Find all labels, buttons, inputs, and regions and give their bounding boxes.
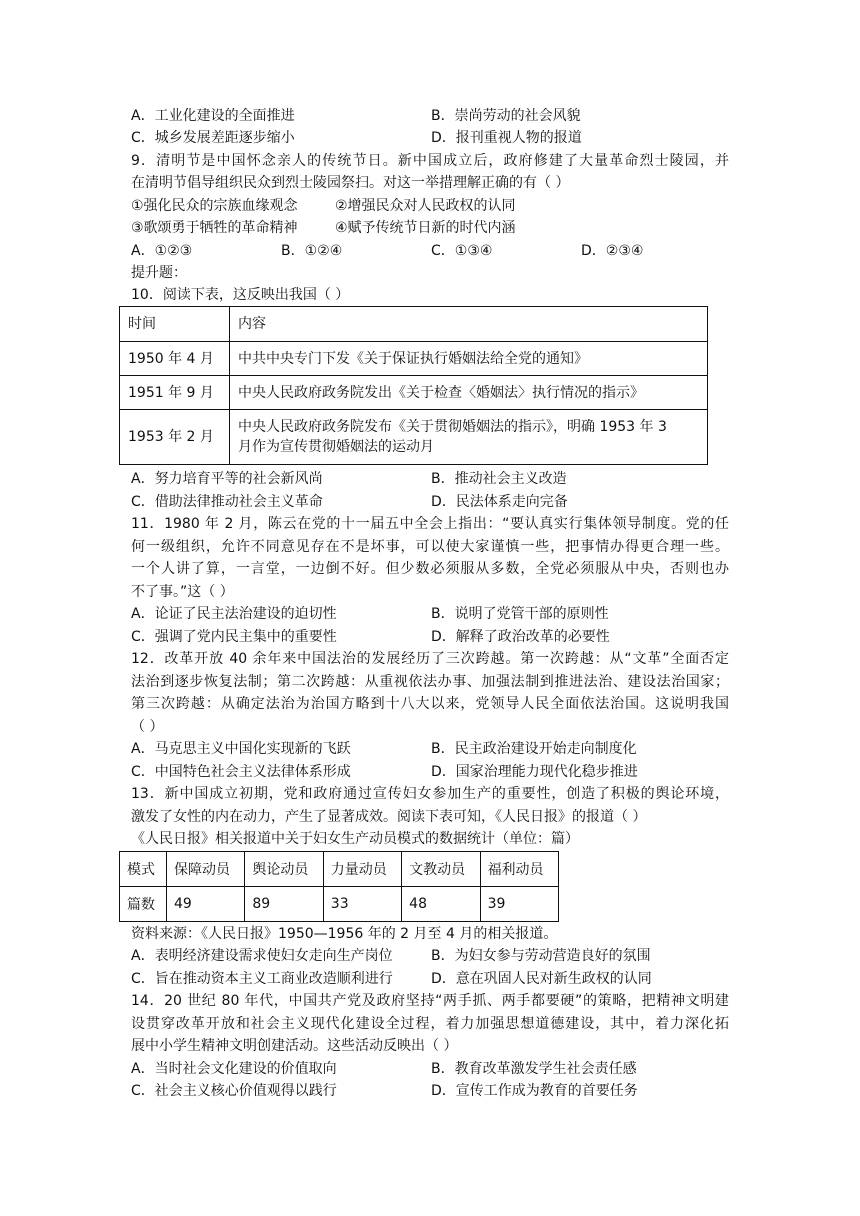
q9-option-b: B．①②④	[281, 243, 343, 259]
table-cell-content-line1: 中央人民政府政务院发布《关于贯彻婚姻法的指示》，明确 1953 年 3	[238, 419, 667, 435]
q14-line3: 展中小学生精神文明创建活动。这些活动反映出（ ）	[131, 1038, 458, 1054]
table-cell-content	[230, 410, 708, 465]
q9-item-3: ③歌颂勇于牺牲的革命精神	[131, 220, 298, 236]
q9-item-1: ①强化民众的宗族血缘观念	[131, 198, 298, 214]
q14-option-d: D．宣传工作成为教育的首要任务	[431, 1083, 638, 1099]
table-cell-count: 48	[402, 887, 480, 922]
table-row	[120, 307, 708, 342]
q12-option-d: D．国家治理能力现代化稳步推进	[431, 764, 638, 780]
q8-option-b: B．崇尚劳动的社会风貌	[431, 108, 581, 124]
q8-option-c: C．城乡发展差距逐步缩小	[131, 130, 295, 146]
q9-option-d: D．②③④	[581, 243, 644, 259]
q11-line3: 一个人讲了算，一言堂，一边倒不好。但少数必须服从多数，全党必须服从中央，否则也办	[131, 561, 729, 577]
q14-option-c: C．社会主义核心价值观得以践行	[131, 1083, 337, 1099]
q13-option-d: D．意在巩固人民对新生政权的认同	[431, 971, 652, 987]
table-header-time: 时间	[120, 307, 230, 342]
table-cell-mode: 福利动员	[480, 852, 558, 887]
table-cell-count: 49	[167, 887, 245, 922]
table-cell-mode: 保障动员	[167, 852, 245, 887]
table-row	[120, 852, 559, 887]
q12-line3: 第三次跨越：从确定法治为治国方略到十八大以来，党领导人民全面依法治国。这说明我国	[131, 696, 729, 712]
q13-line1: 13．新中国成立初期，党和政府通过宣传妇女参加生产的重要性，创造了积极的舆论环境，	[131, 786, 729, 802]
q9-stem-line2: 在清明节倡导组织民众到烈士陵园祭扫。对这一举措理解正确的有（ ）	[131, 175, 570, 191]
q9-option-a: A．①②③	[131, 243, 193, 259]
table-row	[120, 887, 559, 922]
q12-line1: 12．改革开放 40 余年来中国法治的发展经历了三次跨越。第一次跨越：从“文革”全面否定	[131, 651, 729, 667]
q10-table	[119, 306, 708, 465]
q11-option-b: B．说明了党管干部的原则性	[431, 606, 609, 622]
q10-option-d: D．民法体系走向完备	[431, 494, 568, 510]
table-cell-content: 中共中央专门下发《关于保证执行婚姻法给全党的通知》	[230, 342, 708, 376]
table-cell-content-line2: 月作为宣传贯彻婚姻法的运动月	[238, 439, 434, 455]
q13-line2: 激发了女性的内在动力，产生了显著成效。阅读下表可知，《人民日报》的报道（ ）	[131, 809, 647, 825]
q11-line2: 何一级组织，允许不同意见存在不是坏事，可以使大家谨慎一些，把事情办得更合理一些。	[131, 539, 729, 555]
table-cell-time: 1951 年 9 月	[120, 376, 230, 410]
q12-option-b: B．民主政治建设开始走向制度化	[431, 741, 637, 757]
table-row	[120, 410, 708, 465]
q13-option-a: A．表明经济建设需求使妇女走向生产岗位	[131, 948, 393, 964]
q11-line1: 11．1980 年 2 月，陈云在党的十一届五中全会上指出：“要认真实行集体领导制度。党的任	[131, 516, 729, 532]
table-cell-time: 1953 年 2 月	[120, 410, 230, 465]
q12-option-c: C．中国特色社会主义法律体系形成	[131, 764, 351, 780]
q9-item-4: ④赋予传统节日新的时代内涵	[335, 220, 516, 236]
table-cell-content: 中央人民政府政务院发出《关于检查〈婚姻法〉执行情况的指示》	[230, 376, 708, 410]
q10-stem: 10．阅读下表，这反映出我国（ ）	[131, 287, 350, 303]
table-cell-label: 篇数	[120, 887, 167, 922]
q11-option-c: C．强调了党内民主集中的重要性	[131, 629, 337, 645]
q14-option-a: A．当时社会文化建设的价值取向	[131, 1061, 337, 1077]
q8-option-d: D．报刊重视人物的报道	[431, 130, 582, 146]
q13-option-b: B．为妇女参与劳动营造良好的氛围	[431, 948, 651, 964]
q9-option-c: C．①③④	[431, 243, 493, 259]
table-cell-mode: 文教动员	[402, 852, 480, 887]
q13-table	[119, 851, 559, 922]
table-cell-count: 33	[323, 887, 401, 922]
q12-line2: 法治到逐步恢复法制；第二次跨越：从重视依法办事、加强法制到推进法治、建设法治国家；	[131, 674, 729, 690]
table-cell-mode: 力量动员	[323, 852, 401, 887]
q11-line4: 不了事。”这（ ）	[131, 584, 234, 600]
q10-option-a: A．努力培育平等的社会新风尚	[131, 471, 323, 487]
table-cell-label: 模式	[120, 852, 167, 887]
q10-option-b: B．推动社会主义改造	[431, 471, 567, 487]
q12-line4: （ ）	[131, 719, 164, 735]
q9-stem-line1: 9．清明节是中国怀念亲人的传统节日。新中国成立后，政府修建了大量革命烈士陵园，并	[131, 153, 729, 169]
q8-option-a: A．工业化建设的全面推进	[131, 108, 295, 124]
table-cell-count: 89	[245, 887, 323, 922]
table-cell-count: 39	[480, 887, 558, 922]
q13-table-caption: 《人民日报》相关报道中关于妇女生产动员模式的数据统计（单位：篇）	[131, 831, 579, 847]
q9-item-2: ②增强民众对人民政权的认同	[335, 198, 516, 214]
q14-option-b: B．教育改革激发学生社会责任感	[431, 1061, 637, 1077]
q11-option-d: D．解释了政治改革的必要性	[431, 629, 610, 645]
table-row	[120, 376, 708, 410]
section-title: 提升题：	[131, 265, 187, 281]
q14-line1: 14．20 世纪 80 年代，中国共产党及政府坚持“两手抓、两手都要硬”的策略，把精神文明建	[131, 993, 729, 1009]
table-header-content: 内容	[230, 307, 708, 342]
q10-option-c: C．借助法律推动社会主义革命	[131, 494, 323, 510]
q13-option-c: C．旨在推动资本主义工商业改造顺利进行	[131, 971, 393, 987]
table-cell-time: 1950 年 4 月	[120, 342, 230, 376]
q14-line2: 设贯穿改革开放和社会主义现代化建设全过程，着力加强思想道德建设，其中，着力深化拓	[131, 1016, 729, 1032]
q13-source: 资料来源：《人民日报》1950—1956 年的 2 月至 4 月的相关报道。	[131, 926, 558, 942]
q11-option-a: A．论证了民主法治建设的迫切性	[131, 606, 337, 622]
table-row	[120, 342, 708, 376]
table-cell-mode: 舆论动员	[245, 852, 323, 887]
q12-option-a: A．马克思主义中国化实现新的飞跃	[131, 741, 351, 757]
